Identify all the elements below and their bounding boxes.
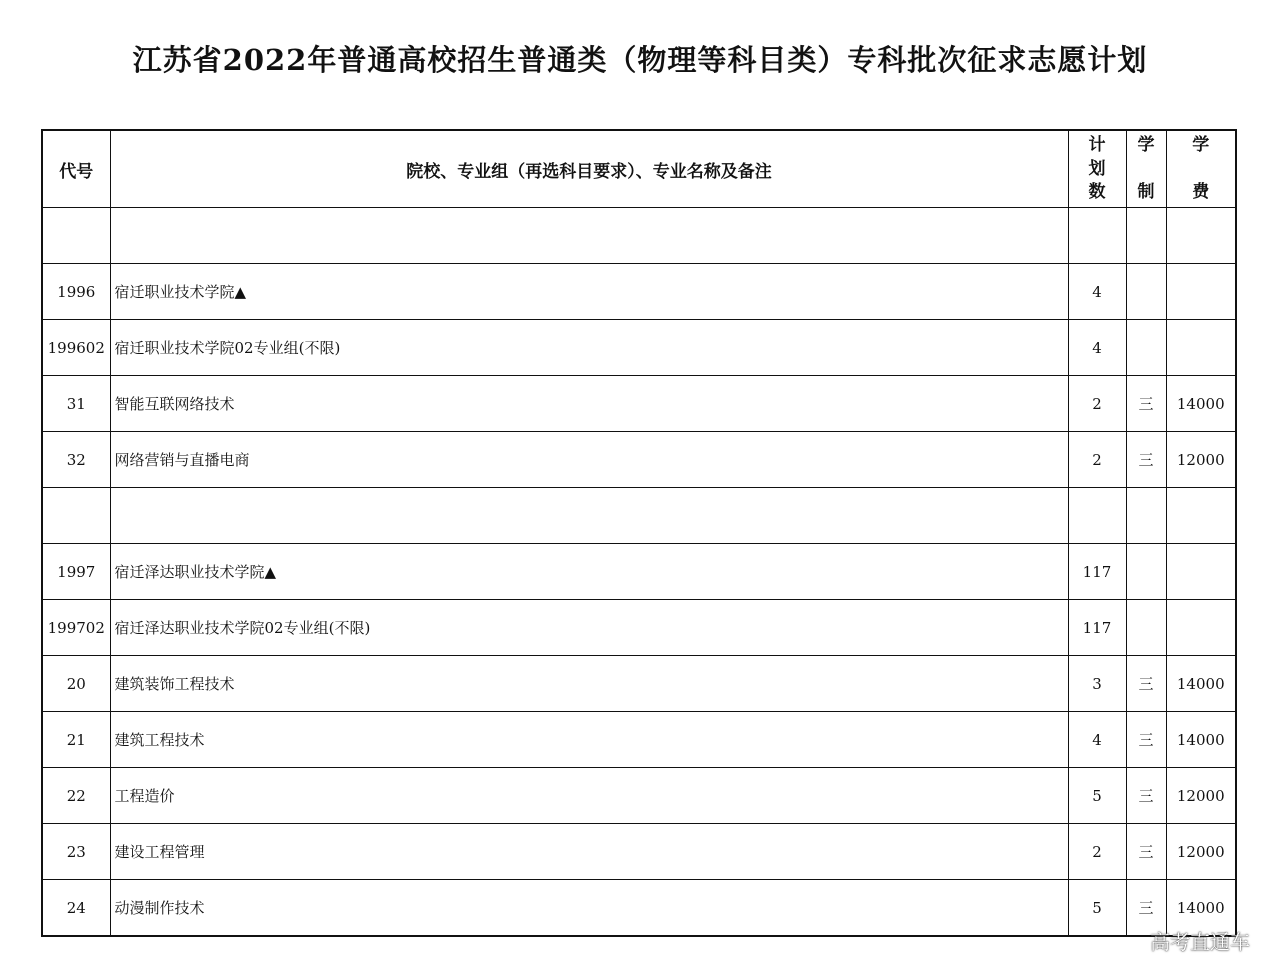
header-fee-char: 学 [1192, 135, 1210, 155]
cell-code [42, 488, 110, 544]
cell-system: 三 [1126, 656, 1166, 712]
cell-code: 22 [42, 768, 110, 824]
cell-code: 32 [42, 432, 110, 488]
cell-name [110, 488, 1068, 544]
cell-plan: 3 [1068, 656, 1126, 712]
header-system [1126, 130, 1166, 208]
table-header-row [42, 130, 1236, 208]
table-row [42, 208, 1236, 264]
cell-system [1126, 320, 1166, 376]
cell-name: 宿迁泽达职业技术学院02专业组(不限) [110, 600, 1068, 656]
cell-system: 三 [1126, 824, 1166, 880]
cell-plan: 117 [1068, 544, 1126, 600]
cell-fee [1166, 320, 1236, 376]
cell-system [1126, 544, 1166, 600]
table-row [42, 656, 1236, 712]
cell-plan: 2 [1068, 432, 1126, 488]
cell-code: 31 [42, 376, 110, 432]
cell-fee: 14000 [1166, 656, 1236, 712]
header-system-char: 制 [1137, 182, 1155, 202]
cell-fee: 14000 [1166, 376, 1236, 432]
cell-code: 1997 [42, 544, 110, 600]
cell-system: 三 [1126, 880, 1166, 937]
cell-fee [1166, 600, 1236, 656]
cell-system [1126, 488, 1166, 544]
header-plan-char: 数 [1088, 182, 1106, 202]
table-row [42, 320, 1236, 376]
cell-name: 智能互联网络技术 [110, 376, 1068, 432]
cell-name: 宿迁泽达职业技术学院▲ [110, 544, 1068, 600]
cell-system: 三 [1126, 432, 1166, 488]
cell-fee [1166, 264, 1236, 320]
enrollment-plan-table [41, 129, 1237, 937]
cell-system [1126, 600, 1166, 656]
header-fee [1166, 130, 1236, 208]
cell-code: 199702 [42, 600, 110, 656]
header-code: 代号 [42, 130, 110, 208]
cell-name: 工程造价 [110, 768, 1068, 824]
cell-plan: 2 [1068, 376, 1126, 432]
cell-name: 建设工程管理 [110, 824, 1068, 880]
header-fee-char: 费 [1192, 182, 1210, 202]
cell-fee [1166, 488, 1236, 544]
cell-code: 1996 [42, 264, 110, 320]
cell-fee: 12000 [1166, 432, 1236, 488]
table-row [42, 432, 1236, 488]
cell-plan: 4 [1068, 264, 1126, 320]
cell-fee: 14000 [1166, 712, 1236, 768]
cell-name: 动漫制作技术 [110, 880, 1068, 937]
cell-name: 网络营销与直播电商 [110, 432, 1068, 488]
header-plan-char: 划 [1088, 158, 1106, 179]
table-row [42, 600, 1236, 656]
cell-system [1126, 264, 1166, 320]
watermark-text: 高考直通车 [1150, 930, 1250, 954]
cell-name: 建筑工程技术 [110, 712, 1068, 768]
table-row [42, 376, 1236, 432]
header-plan-char: 计 [1088, 135, 1106, 155]
cell-code [42, 208, 110, 264]
header-name: 院校、专业组（再选科目要求）、专业名称及备注 [110, 130, 1068, 208]
page-title: 江苏省2022年普通高校招生普通类（物理等科目类）专科批次征求志愿计划 [132, 43, 1148, 77]
cell-system: 三 [1126, 712, 1166, 768]
table-row [42, 544, 1236, 600]
cell-code: 23 [42, 824, 110, 880]
cell-code: 20 [42, 656, 110, 712]
cell-plan [1068, 488, 1126, 544]
cell-plan: 2 [1068, 824, 1126, 880]
cell-fee: 12000 [1166, 824, 1236, 880]
cell-system: 三 [1126, 376, 1166, 432]
cell-plan: 5 [1068, 768, 1126, 824]
cell-plan [1068, 208, 1126, 264]
cell-name [110, 208, 1068, 264]
header-plan [1068, 130, 1126, 208]
cell-name: 宿迁职业技术学院▲ [110, 264, 1068, 320]
cell-name: 建筑装饰工程技术 [110, 656, 1068, 712]
cell-fee: 12000 [1166, 768, 1236, 824]
table-row [42, 768, 1236, 824]
cell-plan: 4 [1068, 712, 1126, 768]
table-row [42, 264, 1236, 320]
cell-plan: 4 [1068, 320, 1126, 376]
cell-name: 宿迁职业技术学院02专业组(不限) [110, 320, 1068, 376]
cell-code: 199602 [42, 320, 110, 376]
header-system-char: 学 [1137, 135, 1155, 155]
table-row [42, 712, 1236, 768]
table-row [42, 824, 1236, 880]
cell-plan: 5 [1068, 880, 1126, 937]
table-row [42, 488, 1236, 544]
cell-fee [1166, 544, 1236, 600]
cell-plan: 117 [1068, 600, 1126, 656]
cell-fee [1166, 208, 1236, 264]
table-row [42, 880, 1236, 937]
cell-fee: 14000 [1166, 880, 1236, 937]
cell-code: 21 [42, 712, 110, 768]
cell-system: 三 [1126, 768, 1166, 824]
cell-system [1126, 208, 1166, 264]
cell-code: 24 [42, 880, 110, 937]
